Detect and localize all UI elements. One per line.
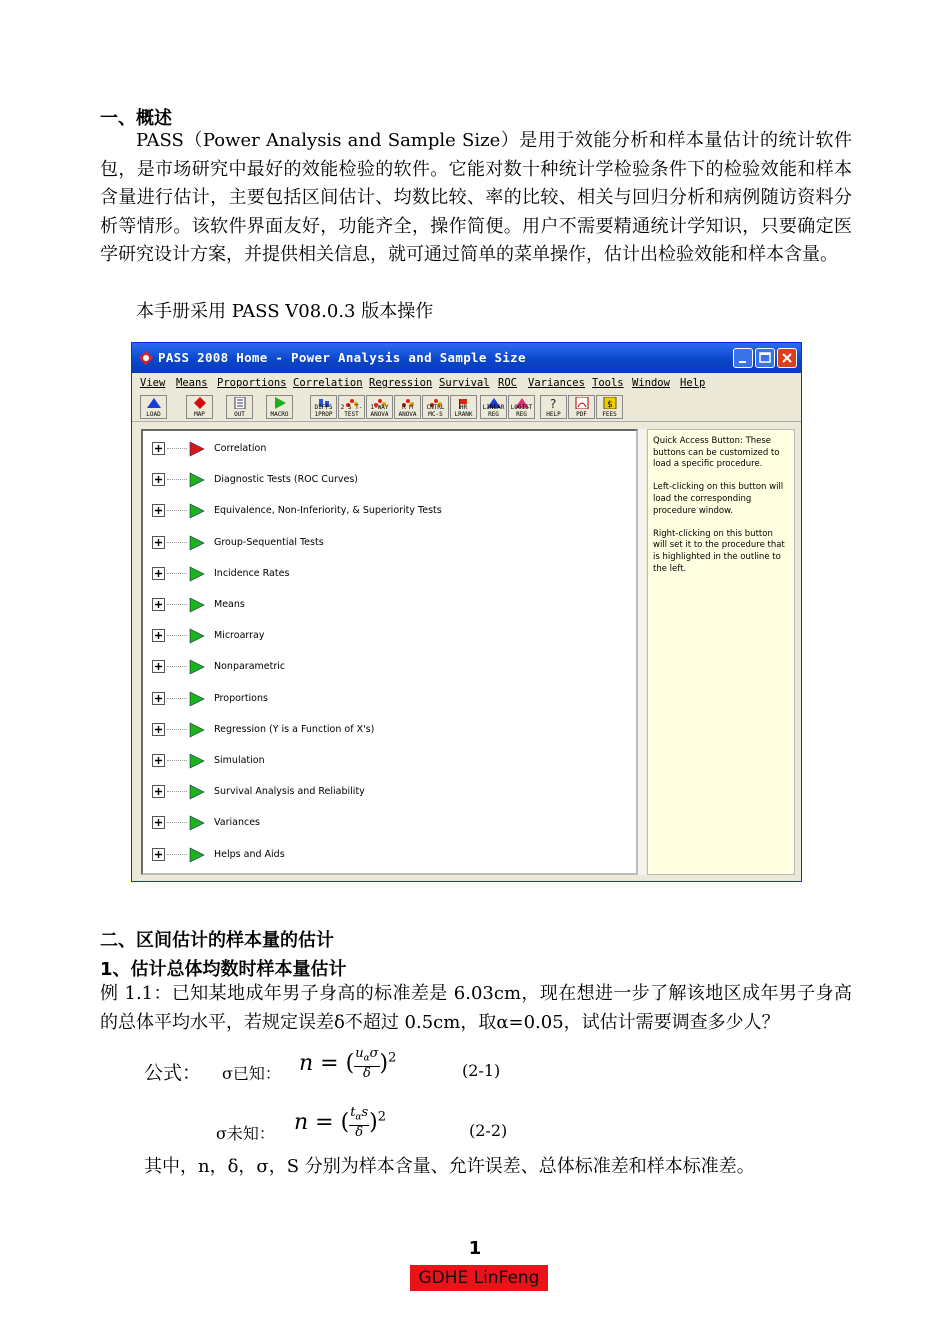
tree-item-label: Incidence Rates (214, 567, 290, 579)
procedure-arrow-icon (189, 472, 205, 488)
toolbar-button-label: DIFFS 1PROP (314, 404, 333, 418)
tree-item[interactable] (143, 437, 623, 461)
question-icon (546, 397, 562, 409)
tree-item-label: Survival Analysis and Reliability (214, 786, 365, 798)
procedure-arrow-icon (189, 441, 205, 457)
section2-subheading: 1、估计总体均数时样本量估计 (100, 959, 347, 980)
formula-2: n = ( $\frac{t_\alpha s}{\delta}$ )$^2$ (294, 1105, 387, 1140)
toolbar-button-label: HELP (546, 411, 561, 418)
red-diamond-icon (192, 397, 208, 409)
menu-means[interactable]: Means (176, 377, 208, 389)
toolbar-button-label: LOGIST REG (510, 404, 533, 418)
expand-plus-icon[interactable] (152, 785, 165, 798)
tree-item[interactable] (143, 593, 623, 617)
case2-label: σ未知： (216, 1124, 275, 1143)
expand-plus-icon[interactable] (152, 848, 165, 861)
tree-connector (167, 854, 187, 855)
toolbar-hr-lrank-button[interactable] (450, 395, 477, 419)
formula-1: n = ( $\frac{u_\alpha\sigma}{\delta}$ )$^2$ (299, 1046, 397, 1081)
tree-connector (167, 698, 187, 699)
vertical-scrollbar[interactable] (638, 429, 646, 875)
maximize-button[interactable] (755, 348, 775, 368)
blue-up-triangle-icon (146, 397, 162, 409)
document-icon (232, 397, 248, 409)
dollar-icon (602, 397, 618, 409)
toolbar-button-label: HR LRANK (454, 404, 473, 418)
procedure-arrow-icon (189, 566, 205, 582)
tree-connector (167, 760, 187, 761)
page-number: 1 (468, 1238, 482, 1259)
toolbar-cntrl-mc-s-button[interactable] (422, 395, 449, 419)
tree-item-label: Equivalence, Non-Inferiority, & Superiority Tests (214, 505, 442, 517)
menu-window[interactable]: Window (632, 377, 670, 389)
expand-plus-icon[interactable] (152, 816, 165, 829)
toolbar-fees-button[interactable] (596, 395, 623, 419)
toolbar-button-label: FEES (602, 411, 617, 418)
title-bar (132, 343, 801, 373)
toolbar-button-label: MACRO (270, 411, 289, 418)
expand-plus-icon[interactable] (152, 442, 165, 455)
tree-item-label: Group-Sequential Tests (214, 536, 324, 548)
procedure-arrow-icon (189, 503, 205, 519)
tree-item-label: Proportions (214, 692, 268, 704)
procedure-arrow-icon (189, 691, 205, 707)
symbol-note: 其中，n，δ，σ，S 分别为样本含量、允许误差、总体标准差和样本标准差。 (144, 1156, 755, 1177)
expand-plus-icon[interactable] (152, 692, 165, 705)
eq1-number: (2-1) (462, 1061, 501, 1080)
tree-item-label: Helps and Aids (214, 848, 285, 860)
eq2-number: (2-2) (469, 1121, 508, 1140)
case1-label: σ已知： (222, 1064, 281, 1083)
green-play-icon (272, 397, 288, 409)
menu-roc[interactable]: ROC (498, 377, 517, 389)
help-text-1: Quick Access Button: These buttons can be customized to load a specific procedure. (653, 436, 780, 470)
section1-heading: 一、概述 (100, 108, 172, 129)
expand-plus-icon[interactable] (152, 473, 165, 486)
toolbar-2-s-t-test-button[interactable] (338, 395, 365, 419)
tree-item[interactable] (143, 687, 623, 711)
toolbar-map-button[interactable] (186, 395, 213, 419)
tree-item-label: Diagnostic Tests (ROC Curves) (214, 474, 358, 486)
menu-variances[interactable]: Variances (528, 377, 585, 389)
tree-connector (167, 604, 187, 605)
menu-help[interactable]: Help (680, 377, 706, 389)
tree-item-label: Correlation (214, 443, 267, 454)
procedure-arrow-icon (189, 722, 205, 738)
tree-item[interactable] (143, 562, 623, 586)
procedure-arrow-icon (189, 784, 205, 800)
tree-item[interactable] (143, 780, 623, 804)
toolbar-pdf-button[interactable] (568, 395, 595, 419)
toolbar-button-label: LINEAR REG (482, 404, 505, 418)
toolbar-help-button[interactable] (540, 395, 567, 419)
toolbar-logist-reg-button[interactable] (508, 395, 535, 419)
section2-heading: 二、区间估计的样本量的估计 (100, 930, 334, 951)
menu-regression[interactable]: Regression (369, 377, 433, 389)
tree-connector (167, 510, 187, 511)
toolbar-linear-reg-button[interactable] (480, 395, 507, 419)
expand-plus-icon[interactable] (152, 536, 165, 549)
tree-item-label: Regression (Y is a Function of X's) (214, 723, 375, 735)
window-title: PASS 2008 Home - Power Analysis and Sample Size (158, 350, 526, 365)
tree-connector (167, 729, 187, 730)
tree-connector (167, 822, 187, 823)
procedure-arrow-icon (189, 847, 205, 863)
expand-plus-icon[interactable] (152, 629, 165, 642)
svg-text:?: ? (550, 397, 557, 409)
svg-text:$: $ (607, 400, 613, 409)
toolbar-load-button[interactable] (140, 395, 167, 419)
procedure-arrow-icon (189, 535, 205, 551)
toolbar-button-label: PDF (576, 411, 587, 418)
tree-item[interactable] (143, 499, 623, 523)
procedure-arrow-icon (189, 597, 205, 613)
menu-proportions[interactable]: Proportions (217, 377, 287, 389)
tree-item[interactable] (143, 468, 623, 492)
toolbar-1-way-anova-button[interactable] (366, 395, 393, 419)
tree-item[interactable] (143, 624, 623, 648)
pdf-icon (574, 397, 590, 409)
expand-plus-icon[interactable] (152, 754, 165, 767)
tree-item[interactable] (143, 811, 623, 835)
tree-connector (167, 573, 187, 574)
menu-view[interactable]: View (140, 377, 166, 389)
tree-item[interactable] (143, 749, 623, 773)
procedure-arrow-icon (189, 753, 205, 769)
procedure-tree (141, 429, 638, 875)
tree-connector (167, 791, 187, 792)
example-paragraph: 例 1.1：已知某地成年男子身高的标准差是 6.03cm，现在想进一步了解该地区成年男子身高的总体平均水平，若规定误差δ不超过 0.5cm，取α=0.05，试估计需要调查多少人？ (100, 983, 852, 1033)
expand-plus-icon[interactable] (152, 504, 165, 517)
tree-connector (167, 542, 187, 543)
menu-tools[interactable]: Tools (592, 377, 624, 389)
tree-item[interactable] (143, 531, 623, 555)
toolbar (132, 393, 801, 422)
tree-connector (167, 448, 187, 449)
author-stamp: GDHE LinFeng (410, 1265, 548, 1291)
menu-correlation[interactable]: Correlation (293, 377, 363, 389)
procedure-arrow-icon (189, 628, 205, 644)
toolbar-button-label: R M ANOVA (398, 404, 417, 418)
toolbar-button-label: 2 S T-TEST (340, 404, 363, 418)
toolbar-button-label: MAP (194, 411, 205, 418)
tree-item[interactable] (143, 718, 623, 742)
section1-paragraph: PASS（Power Analysis and Sample Size）是用于效能分析和样本量估计的统计软件包，是市场研究中最好的效能检验的软件。它能对数十种统计学检验条件下的检验效能和样本含量进行估计，主要包括区间估计、均数比较、率的比较、相关与回归分析和病例随访资料分析等情形。该软件界面友好，功能齐全，操作简便。用户不需要精通统计学知识，只要确定医学研究设计方案，并提供相关信息，就可通过简单的菜单操作，估计出检验效能和样本含量。 (100, 130, 852, 265)
tree-item-label: Variances (214, 817, 260, 829)
menu-bar (132, 373, 801, 393)
pass-window-screenshot (131, 342, 802, 882)
toolbar-button-label: CNTRL MC-S (426, 404, 445, 418)
formula-label: 公式： (144, 1062, 202, 1084)
toolbar-diffs-1prop-button[interactable] (310, 395, 337, 419)
menu-survival[interactable]: Survival (439, 377, 490, 389)
expand-plus-icon[interactable] (152, 567, 165, 580)
section1-version-note: 本手册采用 PASS V08.0.3 版本操作 (136, 301, 434, 322)
help-text-2: Left-clicking on this button will load the corresponding procedure window. (653, 482, 784, 516)
tree-item-label: Simulation (214, 755, 265, 766)
minimize-button[interactable] (733, 348, 753, 368)
tree-item[interactable] (143, 655, 623, 679)
quick-access-help-panel (647, 429, 795, 875)
tree-item-label: Nonparametric (214, 661, 286, 673)
toolbar-button-label: 1-WAY ANOVA (370, 404, 389, 418)
toolbar-out-button[interactable] (226, 395, 253, 419)
toolbar-button-label: OUT (234, 411, 245, 418)
procedure-arrow-icon (189, 659, 205, 675)
expand-plus-icon[interactable] (152, 723, 165, 736)
expand-plus-icon[interactable] (152, 598, 165, 611)
help-text-3: Right-clicking on this button will set it to the procedure that is highlighted in the outline to the left. (653, 528, 785, 574)
expand-plus-icon[interactable] (152, 660, 165, 673)
tree-item-label: Microarray (214, 630, 265, 642)
close-button[interactable] (777, 348, 797, 368)
toolbar-r-m-anova-button[interactable] (394, 395, 421, 419)
tree-connector (167, 666, 187, 667)
tree-item[interactable] (143, 843, 623, 867)
pass-app-icon (139, 351, 153, 365)
toolbar-button-label: LOAD (146, 411, 161, 418)
tree-connector (167, 635, 187, 636)
procedure-arrow-icon (189, 815, 205, 831)
toolbar-macro-button[interactable] (266, 395, 293, 419)
tree-connector (167, 479, 187, 480)
tree-item-label: Means (214, 599, 245, 610)
